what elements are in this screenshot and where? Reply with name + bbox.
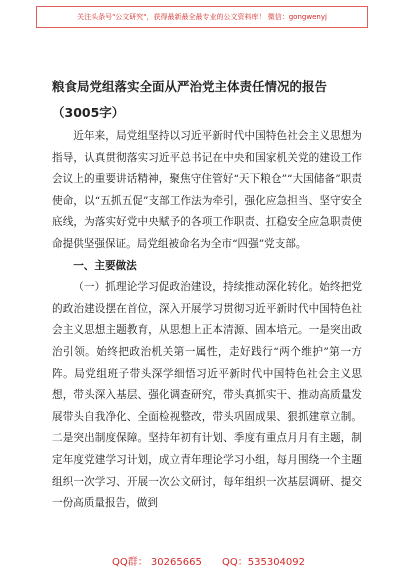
qq-group: QQ群： 30265665	[112, 557, 202, 568]
document-title: 粮食局党组落实全面从严治党主体责任情况的报告（3005字）	[52, 79, 328, 120]
footer-contact	[0, 556, 408, 570]
promo-banner: 关注头条号"公文研究"，获得最新最全最专业的公文资料库！ 微信：gongwenyj	[36, 6, 368, 28]
intro-paragraph: 近年来，局党组坚持以习近平新时代中国特色社会主义思想为指导，认真贯彻落实习近平总书记在中央和国家机关党的建设工作会议上的重要讲话精神，聚焦守住管好“天下粮仓”“大国储备”职责使命，以“五抓五促”支部工作法为牵引，强化应急担当、坚守安全底线，为落实好党中央赋予的各项工作职责、扛稳安全应急职责使命提供坚强保证。局党组被命名为全市“四强”党支部。	[52, 130, 362, 250]
section-heading: 一、主要做法	[73, 259, 137, 272]
qq-contact: QQ：535304092	[222, 557, 306, 568]
subsection-paragraph: （一）抓理论学习促政治建设，持续推动深化转化。始终把党的政治建设摆在首位，深入开展学习贯彻习近平新时代中国特色社会主义思想主题教育，从思想上正本清源、固本培元。一是突出政治引领。始终把政治机关第一属性，走好践行“两个维护”第一方阵。局党组班子带头深学细悟习近平新时代中国特色社会主义思想，带头深入基层、强化调查研究，带头真抓实干、推动高质量发展带头自我净化、全面检视整改，带头巩固成果、狠抓建章立制。二是突出制度保障。坚持年初有计划、季度有重点月月有主题，制定年度党建学习计划，成立青年理论学习小组，每月围绕一个主题组织一次学习、开展一次公文研讨，每年组织一次基层调研、提交一份高质量报告，做到	[52, 281, 362, 510]
document-body	[52, 126, 362, 515]
